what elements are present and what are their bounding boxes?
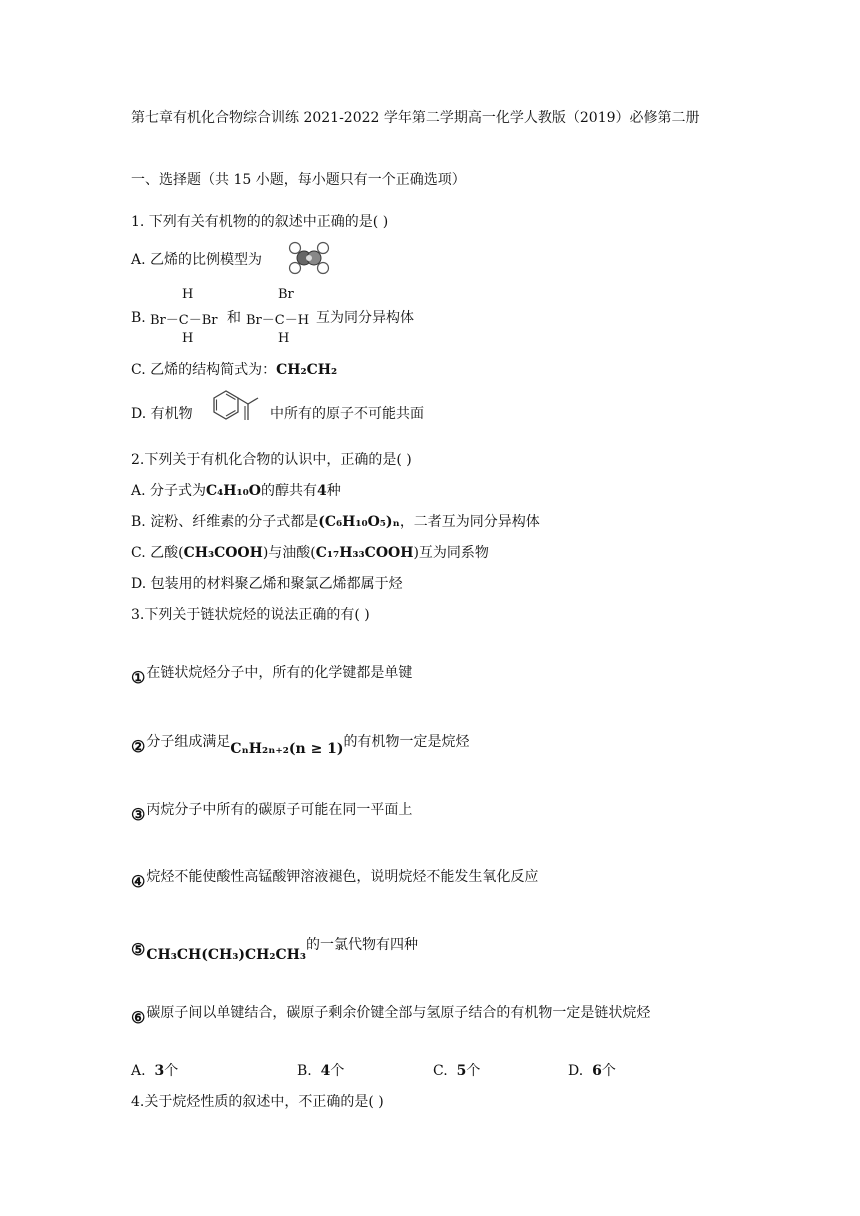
q1-option-d-suffix: 中所有的原子不可能共面 [270,406,424,422]
q2-a-number: 4 [316,483,327,499]
q3-item-3-number: ③ [131,805,146,824]
q2-b-pre: B. 淀粉、纤维素的分子式都是 [131,514,319,530]
q3-stem: 3.下列关于链状烷烃的说法正确的有( ) [131,607,370,623]
q3-item-6 [131,1002,651,1027]
q1-option-c [131,360,337,380]
q3-item-1-number: ① [131,668,146,687]
q3-item-1 [131,662,413,687]
q3-item-5-number: ⑤ [131,940,146,959]
q1-option-a-text: A. 乙烯的比例模型为 [131,252,263,268]
q1-option-c-text: C. 乙烯的结构简式为： [131,362,277,378]
q3-item-2-pre: 分子组成满足 [146,734,231,750]
document-title: 第七章有机化合物综合训练 2021-2022 学年第二学期高一化学人教版（2019）必修第二册 [131,110,700,126]
ethylene-model-image [287,240,331,276]
q2-b-formula: (C₆H₁₀O₅)ₙ [318,514,400,530]
q3-item-4-number: ④ [131,872,146,891]
q4-stem: 4.关于烷烃性质的叙述中，不正确的是( ) [131,1094,384,1110]
isopentane-formula: CH₃CH(CH₃)CH₂CH₃ [146,947,306,963]
ethylene-formula: CH₂CH₂ [276,362,338,378]
molecule-2-top: Br [278,287,294,302]
q2-c-pre: C. 乙酸( [131,545,184,561]
q2-b-post: ，二者互为同分异构体 [399,514,540,530]
q2-option-b [131,512,540,532]
q3-item-6-text: 碳原子间以单键结合，碳原子剩余价键全部与氢原子结合的有机物一定是链状烷烃 [146,1005,651,1021]
q3-option-c-unit: 个 [466,1063,481,1079]
q3-item-6-number: ⑥ [131,1008,146,1027]
molecule-1-bottom: H [182,331,194,346]
alkane-general-formula: CₙH₂ₙ₊₂(n ≥ 1) [230,741,344,757]
molecule-1-top: H [182,287,194,302]
q3-option-a-unit: 个 [164,1063,179,1079]
q3-option-c [433,1060,480,1080]
q2-a-formula: C₄H₁₀O [206,483,261,499]
q2-stem: 2.下列关于有机化合物的认识中，正确的是( ) [131,452,412,468]
q2-option-d: D. 包装用的材料聚乙烯和聚氯乙烯都属于烃 [131,576,403,592]
q2-c-formula-2: C₁₇H₃₃COOH [315,545,414,561]
q3-item-4-text: 烷烃不能使酸性高锰酸钾溶液褪色，说明烷烃不能发生氧化反应 [146,869,539,885]
molecule-2-bottom: H [278,331,290,346]
q3-option-b-unit: 个 [330,1063,345,1079]
q3-item-2 [131,731,470,757]
q3-item-1-text: 在链状烷烃分子中，所有的化学键都是单键 [146,665,413,681]
q3-option-d-label: D. [568,1063,584,1079]
q3-item-3-text: 丙烷分子中所有的碳原子可能在同一平面上 [146,802,413,818]
q1-option-b-label: B. [131,310,146,326]
q3-option-d [568,1060,616,1080]
q3-option-d-unit: 个 [601,1063,616,1079]
q3-item-5 [131,934,418,963]
q1-option-b-suffix: 互为同分异构体 [316,310,414,326]
q3-option-b [297,1060,344,1080]
q3-item-4 [131,866,539,891]
q3-option-d-value: 6 [592,1063,602,1079]
q3-option-c-label: C. [433,1063,448,1079]
q2-c-formula-1: CH₃COOH [183,545,263,561]
q2-option-a [131,481,341,501]
q3-item-2-text: 的有机物一定是烷烃 [343,734,470,750]
q2-c-post: )互为同系物 [413,545,489,561]
q3-item-5-text: 的一氯代物有四种 [305,937,418,953]
molecule-1-middle: Br－C－Br [150,313,218,328]
molecule-2-middle: Br－C－H [246,313,310,328]
q1-option-d-label: D. 有机物 [131,406,193,422]
section-heading: 一、选择题（共 15 小题，每小题只有一个正确选项） [131,172,466,188]
q3-item-3 [131,799,413,824]
q2-c-mid: )与油酸( [262,545,316,561]
q2-a-pre: A. 分子式为 [131,483,207,499]
q2-option-c [131,543,489,563]
q3-item-2-number: ② [131,737,146,756]
q3-option-c-value: 5 [456,1063,467,1079]
q3-option-b-value: 4 [320,1063,331,1079]
q1-option-b-and: 和 [227,310,241,326]
q1-stem: 1. 下列有关有机物的的叙述中正确的是( ) [131,214,389,230]
q2-a-post: 种 [326,483,341,499]
q2-a-mid: 的醇共有 [260,483,317,499]
q3-option-b-label: B. [297,1063,312,1079]
q3-option-a [131,1060,178,1080]
q1-option-a [131,250,262,270]
q3-option-a-value: 3 [154,1063,165,1079]
methylstyrene-structure-image [202,386,262,440]
q3-option-a-label: A. [131,1063,146,1079]
